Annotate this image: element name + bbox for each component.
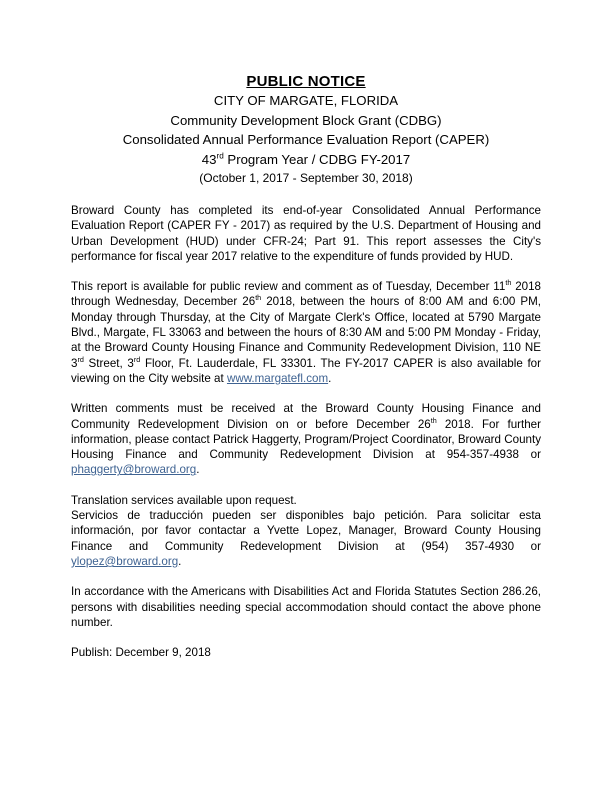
ordinal-suffix-3rd-street: rd — [77, 354, 84, 364]
header-line-program: Community Development Block Grant (CDBG) — [170, 112, 442, 128]
availability-seg-5: Floor, Ft. Lauderdale, FL 33301. The FY-2017 CAPER is also available for viewing on the City website at — [71, 356, 541, 385]
availability-seg-2: 2018 through Wednesday, December 26 — [71, 280, 541, 309]
page-title: PUBLIC NOTICE — [246, 73, 366, 90]
header-line-city: CITY OF MARGATE, FLORIDA — [213, 93, 399, 108]
comments-seg-1: Written comments must be received at the Broward County Housing Finance and Community Redevelopment Division on or before December 26 — [71, 402, 541, 431]
ordinal-suffix-26th-deadline: th — [430, 415, 437, 425]
paragraph-ada-notice: In accordance with the Americans with Disabilities Act and Florida Statutes Section 286.26, persons with disabilities needing special accommodation should contact the above phone number. — [71, 585, 541, 629]
lopez-email-link[interactable]: ylopez@broward.org — [71, 554, 179, 568]
publish-date: Publish: December 9, 2018 — [71, 646, 211, 660]
document-header — [71, 72, 541, 188]
ordinal-suffix-26th: th — [255, 293, 262, 303]
paragraph-translation-spanish — [71, 508, 541, 569]
city-website-link[interactable]: www.margatefl.com — [226, 371, 329, 385]
spanish-seg-2: . — [178, 554, 182, 568]
program-year-rest: Program Year / CDBG FY-2017 — [223, 151, 411, 167]
haggerty-email-link[interactable]: phaggerty@broward.org — [71, 463, 197, 477]
program-year-number: 43 — [201, 151, 217, 167]
comments-seg-3: . — [196, 463, 200, 477]
ordinal-suffix-11th: th — [505, 278, 512, 288]
header-line-program-year — [71, 150, 541, 170]
paragraph-translation-english: Translation services available upon request. — [71, 493, 297, 507]
availability-seg-6: . — [328, 371, 332, 385]
header-line-period: (October 1, 2017 - September 30, 2018) — [199, 171, 413, 185]
availability-seg-3: 2018, between the hours of 8:00 AM and 6:00 PM, Monday through Thursday, at the City of Margate Clerk's Office, located at 5790 Margate Blvd., Margate, FL 33063 and between the hours of 8:30 AM and 5:00 PM Monday - Friday, at the Broward County Housing Finance and Community Redevelopment Division, 110 NE 3 — [71, 295, 541, 370]
paragraph-comments — [71, 401, 541, 477]
header-line-report: Consolidated Annual Performance Evaluation Report (CAPER) — [122, 132, 490, 147]
paragraph-overview: Broward County has completed its end-of-year Consolidated Annual Performance Evaluation Report (CAPER FY - 2017) as required by the U.S. Department of Housing and Urban Development (HUD) under CFR-24; Part 91. This report assesses the City's performance for fiscal year 2017 relative to the expenditure of funds provided by HUD. — [71, 204, 541, 263]
document-body — [71, 203, 541, 660]
paragraph-availability — [71, 279, 541, 386]
availability-seg-4: Street, 3 — [83, 356, 134, 370]
ordinal-suffix-3rd-floor: rd — [133, 354, 141, 364]
comments-seg-2: 2018. For further information, please contact Patrick Haggerty, Program/Project Coordinator, Broward County Housing Finance and Community Redevelopment Division at 954-357-4938 or — [71, 417, 541, 462]
program-year-ordinal: rd — [216, 151, 224, 161]
spanish-seg-1: Servicios de traducción pueden ser disponibles bajo petición. Para solicitar esta información, por favor contactar a Yvette Lopez, Manager, Broward County Housing Finance and Community Redevelopment Division at (954) 357-4930 or — [71, 509, 541, 553]
availability-seg-1: This report is available for public review and comment as of Tuesday, December 11 — [71, 280, 506, 294]
